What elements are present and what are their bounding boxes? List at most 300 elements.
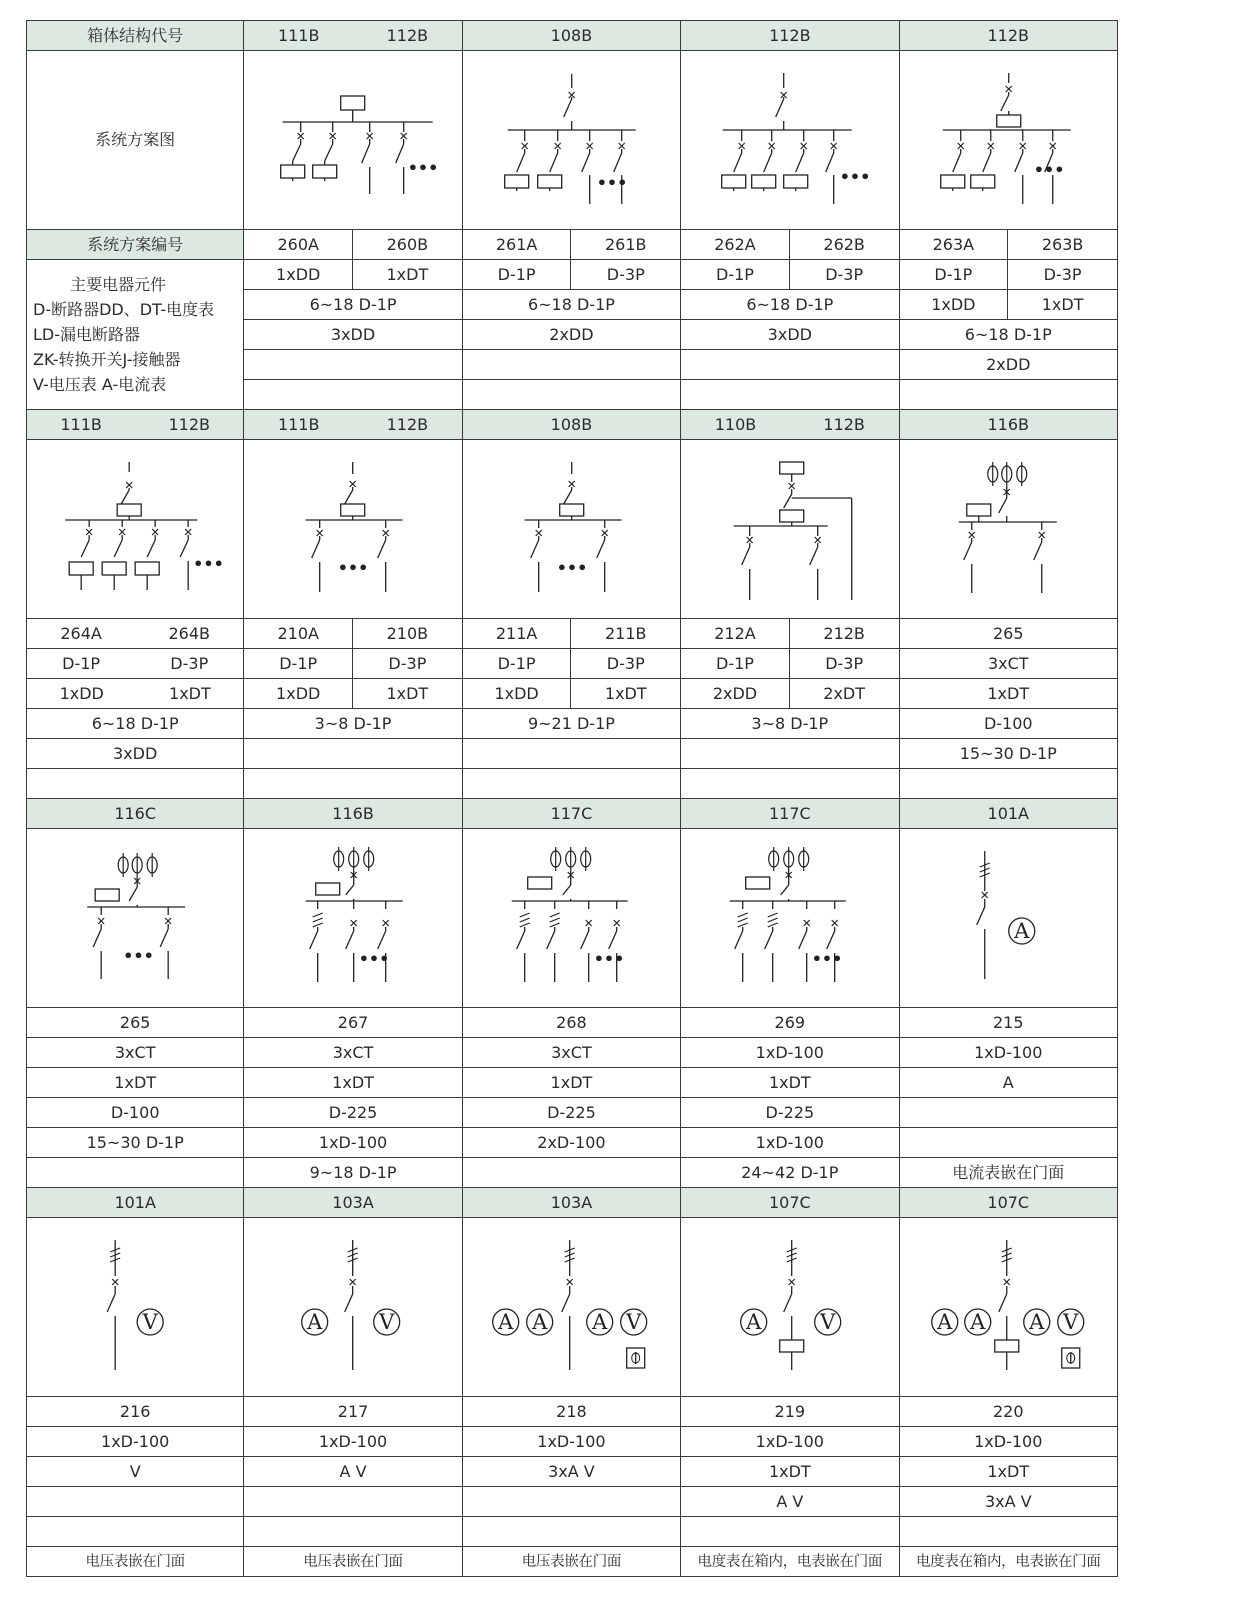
isolator-icon bbox=[1001, 1248, 1011, 1262]
wire-line bbox=[735, 931, 743, 949]
component-cell bbox=[244, 1517, 462, 1547]
trip-mark bbox=[566, 1279, 572, 1285]
voltmeter-icon-label: V bbox=[142, 1310, 158, 1334]
scheme-number: 263B bbox=[1008, 230, 1118, 260]
component-cell: 1xD-100 bbox=[27, 1427, 244, 1457]
trip-mark bbox=[601, 530, 607, 536]
trip-mark bbox=[987, 143, 993, 149]
voltmeter-icon-label: V bbox=[625, 1310, 642, 1334]
component-cell bbox=[681, 380, 899, 410]
trip-mark bbox=[618, 143, 624, 149]
wire-line bbox=[147, 540, 155, 557]
trip-mark bbox=[521, 143, 527, 149]
current-transformer-icon bbox=[784, 847, 794, 871]
header-label: 箱体结构代号 bbox=[27, 21, 244, 51]
trip-mark bbox=[585, 920, 591, 926]
component-cell bbox=[899, 1098, 1117, 1128]
current-transformer-icon bbox=[118, 853, 128, 877]
box-code: 116B bbox=[244, 799, 462, 829]
component-cell: 1xDT bbox=[571, 679, 681, 709]
scheme-number: 264A 264B bbox=[27, 619, 244, 649]
component-cell: 1xDT bbox=[681, 1457, 899, 1487]
wire-line bbox=[346, 885, 354, 895]
component-cell bbox=[244, 1487, 462, 1517]
component-cell: 电度表在箱内，电表嵌在门面 bbox=[681, 1547, 899, 1577]
wire-line bbox=[293, 144, 301, 161]
current-transformer-icon bbox=[132, 853, 142, 877]
component-cell: 3~8 D-1P bbox=[244, 709, 462, 739]
voltmeter-icon-label: V bbox=[379, 1310, 395, 1334]
component-cell: 6~18 D-1P bbox=[244, 290, 462, 320]
component-cell: D-3P bbox=[571, 260, 681, 290]
wire-line bbox=[121, 490, 129, 504]
component-cell: 3xDD bbox=[244, 320, 462, 350]
wiring-diagram bbox=[244, 829, 462, 1008]
component-cell: 2xDD bbox=[899, 350, 1117, 380]
breaker-box bbox=[69, 562, 93, 575]
breaker-box bbox=[135, 562, 159, 575]
schematic bbox=[463, 51, 680, 229]
component-cell: D-225 bbox=[681, 1098, 899, 1128]
energy-meter-box bbox=[95, 889, 119, 901]
component-cell: D-3P bbox=[789, 260, 899, 290]
scheme-number: 263A bbox=[899, 230, 1008, 260]
box-code: 117C bbox=[681, 799, 899, 829]
isolator-icon bbox=[979, 863, 989, 877]
wire-line bbox=[378, 540, 386, 558]
ammeter-icon-label: A bbox=[936, 1310, 952, 1334]
component-cell: A V bbox=[681, 1487, 899, 1517]
breaker-box bbox=[281, 165, 305, 178]
component-cell: 6~18 D-1P bbox=[899, 320, 1117, 350]
wiring-diagram bbox=[681, 440, 899, 619]
component-cell: 1xDD bbox=[244, 679, 353, 709]
isolator-icon bbox=[768, 913, 778, 927]
component-cell: 268 bbox=[462, 1008, 680, 1038]
wire-line bbox=[613, 153, 621, 172]
component-legend: 主要电器元件 D-断路器DD、DT-电度表 LD-漏电断路器 ZK-转换开关J-接触器 V-电压表 A-电流表 bbox=[27, 260, 244, 410]
scheme-number: 260A bbox=[244, 230, 353, 260]
wire-line bbox=[325, 144, 333, 161]
trip-mark bbox=[789, 1279, 795, 1285]
voltmeter-icon-label: V bbox=[820, 1310, 836, 1334]
ellipsis-icon: ••• bbox=[596, 173, 628, 192]
component-cell bbox=[462, 1517, 680, 1547]
current-transformer-icon bbox=[364, 847, 374, 871]
wire-line bbox=[976, 907, 984, 925]
component-cell: 电压表嵌在门面 bbox=[244, 1547, 462, 1577]
wiring-diagram bbox=[462, 51, 680, 230]
wiring-diagram bbox=[462, 829, 680, 1008]
main-breaker-box bbox=[117, 504, 141, 516]
component-cell: D-3P bbox=[571, 649, 681, 679]
isolator-icon bbox=[787, 1248, 797, 1262]
trip-mark bbox=[1005, 86, 1011, 92]
box-code: 112B bbox=[899, 21, 1117, 51]
box-code: 111B 112B bbox=[27, 410, 244, 440]
component-cell: 6~18 D-1P bbox=[681, 290, 899, 320]
breaker-box bbox=[940, 175, 964, 188]
component-cell: D-1P bbox=[681, 649, 790, 679]
schematic bbox=[900, 51, 1117, 229]
component-cell: D-1P bbox=[681, 260, 790, 290]
component-cell: 1xDD bbox=[899, 290, 1008, 320]
trip-mark bbox=[112, 1279, 118, 1285]
schematic bbox=[463, 440, 680, 618]
trip-mark bbox=[401, 133, 407, 139]
energy-meter-box bbox=[966, 504, 990, 516]
component-cell bbox=[462, 380, 680, 410]
trip-mark bbox=[981, 892, 987, 898]
isolator-icon bbox=[110, 1248, 120, 1262]
box-code: 108B bbox=[462, 410, 680, 440]
wire-line bbox=[608, 931, 616, 949]
energy-meter-box bbox=[994, 1340, 1018, 1352]
trip-mark bbox=[801, 143, 807, 149]
component-cell bbox=[462, 1158, 680, 1188]
box-code: 103A bbox=[462, 1188, 680, 1218]
component-cell bbox=[462, 739, 680, 769]
wire-line bbox=[781, 885, 789, 895]
box-code: 101A bbox=[899, 799, 1117, 829]
component-cell bbox=[27, 1517, 244, 1547]
scheme-number: 260B bbox=[353, 230, 463, 260]
component-cell: 电压表嵌在门面 bbox=[27, 1547, 244, 1577]
wire-line bbox=[81, 540, 89, 557]
schematic bbox=[463, 829, 680, 1007]
component-cell bbox=[462, 1487, 680, 1517]
trip-mark bbox=[769, 143, 775, 149]
scheme-number: 262B bbox=[789, 230, 899, 260]
wire-line bbox=[546, 931, 554, 949]
breaker-box bbox=[752, 175, 776, 188]
wire-line bbox=[310, 931, 318, 949]
main-breaker-box bbox=[341, 504, 365, 516]
component-cell: 电流表嵌在门面 bbox=[899, 1158, 1117, 1188]
wiring-diagram bbox=[462, 440, 680, 619]
wire-line bbox=[742, 547, 750, 565]
scheme-number: 212B bbox=[789, 619, 899, 649]
schematic bbox=[681, 829, 898, 1007]
component-cell: 1xDT bbox=[1008, 290, 1118, 320]
ammeter-icon-label: A bbox=[1013, 919, 1029, 943]
component-cell: 1xD-100 bbox=[244, 1427, 462, 1457]
component-cell bbox=[462, 769, 680, 799]
wire-line bbox=[982, 153, 990, 172]
energy-meter-box bbox=[316, 883, 340, 895]
component-cell: A bbox=[899, 1068, 1117, 1098]
wire-line bbox=[346, 931, 354, 949]
isolator-icon bbox=[348, 1248, 358, 1262]
box-code: 116B bbox=[899, 410, 1117, 440]
component-cell: 1xDT bbox=[353, 260, 463, 290]
wiring-diagram bbox=[27, 1218, 244, 1397]
trip-mark bbox=[789, 483, 795, 489]
ellipsis-icon: ••• bbox=[593, 949, 625, 968]
component-cell: D-100 bbox=[899, 709, 1117, 739]
component-cell: 电压表嵌在门面 bbox=[462, 1547, 680, 1577]
component-cell bbox=[681, 350, 899, 380]
component-cell: 2xD-100 bbox=[462, 1128, 680, 1158]
component-cell: 1xDT bbox=[462, 1068, 680, 1098]
component-cell: 3xDD bbox=[681, 320, 899, 350]
wire-line bbox=[345, 1294, 353, 1312]
wire-line bbox=[784, 1294, 792, 1312]
component-cell bbox=[27, 769, 244, 799]
component-cell: 1xD-100 bbox=[681, 1038, 899, 1068]
wiring-diagram bbox=[27, 440, 244, 619]
trip-mark bbox=[568, 481, 574, 487]
component-cell: 2xDD bbox=[681, 679, 790, 709]
schematic bbox=[244, 829, 461, 1007]
ellipsis-icon: ••• bbox=[408, 158, 439, 177]
trip-mark bbox=[126, 482, 132, 488]
component-cell: 3xCT bbox=[27, 1038, 244, 1068]
box-code: 101A bbox=[27, 1188, 244, 1218]
breaker-box bbox=[504, 175, 528, 188]
component-cell: 15~30 D-1P bbox=[27, 1128, 244, 1158]
trip-mark bbox=[367, 133, 373, 139]
component-cell: 1xDT bbox=[353, 679, 463, 709]
component-cell bbox=[244, 380, 462, 410]
wire-line bbox=[93, 929, 101, 947]
isolator-icon bbox=[549, 913, 559, 927]
component-cell: A V bbox=[244, 1457, 462, 1487]
component-cell: 1xD-100 bbox=[462, 1427, 680, 1457]
ellipsis-icon: ••• bbox=[123, 946, 154, 965]
component-cell: 219 bbox=[681, 1397, 899, 1427]
schematic bbox=[900, 829, 1117, 1007]
component-cell: 6~18 D-1P bbox=[462, 290, 680, 320]
current-transformer-icon bbox=[580, 847, 590, 871]
trip-mark bbox=[330, 133, 336, 139]
ammeter-icon-label: A bbox=[1028, 1310, 1044, 1334]
trip-mark bbox=[613, 920, 619, 926]
current-transformer-icon bbox=[550, 847, 560, 871]
isolator-icon bbox=[738, 913, 748, 927]
wire-line bbox=[776, 99, 784, 117]
ammeter-icon-label: A bbox=[591, 1310, 608, 1334]
scheme-number: 261B bbox=[571, 230, 681, 260]
wire-line bbox=[396, 144, 404, 163]
main-breaker-box bbox=[341, 96, 365, 110]
isolator-icon bbox=[564, 1248, 574, 1262]
energy-meter-box bbox=[780, 1340, 804, 1352]
wire-line bbox=[796, 153, 804, 172]
wiring-diagram bbox=[681, 829, 899, 1008]
scheme-label: 系统方案编号 bbox=[27, 230, 244, 260]
ellipsis-icon: ••• bbox=[338, 558, 369, 577]
wire-line bbox=[596, 540, 604, 558]
component-cell: 3xCT bbox=[899, 649, 1117, 679]
energy-meter-box bbox=[746, 877, 770, 889]
trip-mark bbox=[1049, 143, 1055, 149]
wire-line bbox=[1033, 542, 1041, 560]
ellipsis-icon: ••• bbox=[193, 554, 224, 573]
component-cell: 2xDD bbox=[462, 320, 680, 350]
trip-mark bbox=[739, 143, 745, 149]
trip-mark bbox=[815, 537, 821, 543]
wire-line bbox=[784, 494, 792, 508]
breaker-box bbox=[970, 175, 994, 188]
ellipsis-icon: ••• bbox=[811, 949, 843, 968]
wire-line bbox=[114, 540, 122, 557]
wire-line bbox=[563, 490, 571, 504]
trip-mark bbox=[804, 920, 810, 926]
wire-line bbox=[998, 498, 1006, 513]
ellipsis-icon: ••• bbox=[359, 949, 390, 968]
component-cell: D-225 bbox=[462, 1098, 680, 1128]
trip-mark bbox=[351, 920, 357, 926]
trip-mark bbox=[152, 529, 158, 535]
wire-line bbox=[799, 931, 807, 949]
component-cell: D-225 bbox=[244, 1098, 462, 1128]
wire-line bbox=[581, 153, 589, 172]
scheme-number: 261A bbox=[462, 230, 571, 260]
wire-line bbox=[378, 931, 386, 949]
box-code: 107C bbox=[899, 1188, 1117, 1218]
breaker-box bbox=[722, 175, 746, 188]
wire-line bbox=[516, 153, 524, 172]
wire-line bbox=[826, 153, 834, 172]
component-cell bbox=[244, 769, 462, 799]
isolator-icon bbox=[313, 913, 323, 927]
wiring-diagram bbox=[681, 1218, 899, 1397]
wire-line bbox=[734, 153, 742, 172]
component-cell bbox=[899, 1517, 1117, 1547]
trip-mark bbox=[317, 530, 323, 536]
main-breaker-box bbox=[559, 504, 583, 516]
ammeter-icon-label: A bbox=[307, 1310, 323, 1334]
wire-line bbox=[952, 153, 960, 172]
box-code: 108B bbox=[462, 21, 680, 51]
trip-mark bbox=[831, 143, 837, 149]
ammeter-icon-label: A bbox=[746, 1310, 762, 1334]
trip-mark bbox=[350, 1279, 356, 1285]
component-cell bbox=[681, 739, 899, 769]
wire-line bbox=[998, 1294, 1006, 1312]
wiring-diagram bbox=[899, 440, 1117, 619]
wire-line bbox=[563, 99, 571, 117]
wire-line bbox=[180, 540, 188, 557]
box-code: 116C bbox=[27, 799, 244, 829]
ammeter-icon-label: A bbox=[969, 1310, 985, 1334]
trip-mark bbox=[383, 530, 389, 536]
component-cell: 1xD-100 bbox=[681, 1128, 899, 1158]
component-cell bbox=[244, 739, 462, 769]
component-cell bbox=[27, 1158, 244, 1188]
wiring-diagram bbox=[27, 829, 244, 1008]
ammeter-icon-label: A bbox=[497, 1310, 514, 1334]
ellipsis-icon: ••• bbox=[839, 167, 871, 186]
box-code: 117C bbox=[462, 799, 680, 829]
component-cell: 15~30 D-1P bbox=[899, 739, 1117, 769]
trip-mark bbox=[98, 918, 104, 924]
current-transformer-icon bbox=[147, 853, 157, 877]
current-transformer-icon bbox=[1001, 462, 1011, 486]
component-cell bbox=[681, 1517, 899, 1547]
breaker-box bbox=[102, 562, 126, 575]
component-cell: 265 bbox=[27, 1008, 244, 1038]
scheme-number: 211B bbox=[571, 619, 681, 649]
current-transformer-icon bbox=[1016, 462, 1026, 486]
current-transformer-icon bbox=[349, 847, 359, 871]
current-transformer-icon bbox=[334, 847, 344, 871]
trip-mark bbox=[383, 920, 389, 926]
component-cell: D-100 bbox=[27, 1098, 244, 1128]
schematic bbox=[681, 1218, 898, 1396]
wire-line bbox=[1014, 153, 1022, 172]
component-cell bbox=[462, 350, 680, 380]
trip-mark bbox=[535, 530, 541, 536]
component-cell: 电度表在箱内，电表嵌在门面 bbox=[899, 1547, 1117, 1577]
wire-line bbox=[516, 931, 524, 949]
component-cell: 9~21 D-1P bbox=[462, 709, 680, 739]
wire-line bbox=[312, 540, 320, 558]
scheme-number: 210B bbox=[353, 619, 463, 649]
trip-mark bbox=[747, 537, 753, 543]
component-cell: 6~18 D-1P bbox=[27, 709, 244, 739]
wiring-diagram bbox=[681, 51, 899, 230]
box-code: 111B 112B bbox=[244, 410, 462, 440]
component-cell: 216 bbox=[27, 1397, 244, 1427]
scheme-table bbox=[26, 20, 1118, 1577]
wire-line bbox=[160, 929, 168, 947]
component-cell: 215 bbox=[899, 1008, 1117, 1038]
wire-line bbox=[561, 1294, 569, 1312]
trip-mark bbox=[968, 532, 974, 538]
trip-mark bbox=[957, 143, 963, 149]
current-transformer-icon bbox=[799, 847, 809, 871]
wiring-diagram bbox=[462, 1218, 680, 1397]
component-cell bbox=[244, 350, 462, 380]
current-transformer-icon bbox=[565, 847, 575, 871]
component-cell: 3xA V bbox=[899, 1487, 1117, 1517]
schematic bbox=[27, 440, 243, 618]
wiring-diagram bbox=[244, 51, 462, 230]
trip-mark bbox=[119, 529, 125, 535]
trip-mark bbox=[832, 920, 838, 926]
contactor-box bbox=[780, 462, 804, 474]
ammeter-icon-label: A bbox=[531, 1310, 548, 1334]
box-code: 111B 112B bbox=[244, 21, 462, 51]
component-cell: D-1P bbox=[244, 649, 353, 679]
wire-line bbox=[810, 547, 818, 565]
component-cell: 3xCT bbox=[462, 1038, 680, 1068]
component-cell: 2xDT bbox=[789, 679, 899, 709]
wire-line bbox=[827, 931, 835, 949]
trip-mark bbox=[298, 133, 304, 139]
wiring-diagram bbox=[244, 1218, 462, 1397]
ellipsis-icon: ••• bbox=[1033, 160, 1064, 179]
schematic bbox=[244, 51, 461, 229]
component-cell: D-1P bbox=[462, 260, 571, 290]
component-cell: 1xDT bbox=[899, 1457, 1117, 1487]
component-cell: 24~42 D-1P bbox=[681, 1158, 899, 1188]
schematic bbox=[244, 1218, 461, 1396]
wire-line bbox=[549, 153, 557, 172]
trip-mark bbox=[165, 918, 171, 924]
schematic bbox=[900, 1218, 1117, 1396]
trip-mark bbox=[586, 143, 592, 149]
schematic bbox=[27, 1218, 243, 1396]
component-cell: 3xA V bbox=[462, 1457, 680, 1487]
wiring-diagram bbox=[899, 1218, 1117, 1397]
component-cell bbox=[899, 1128, 1117, 1158]
component-cell: 1xD-100 bbox=[681, 1427, 899, 1457]
voltmeter-icon-label: V bbox=[1062, 1310, 1078, 1334]
schematic bbox=[681, 440, 898, 618]
